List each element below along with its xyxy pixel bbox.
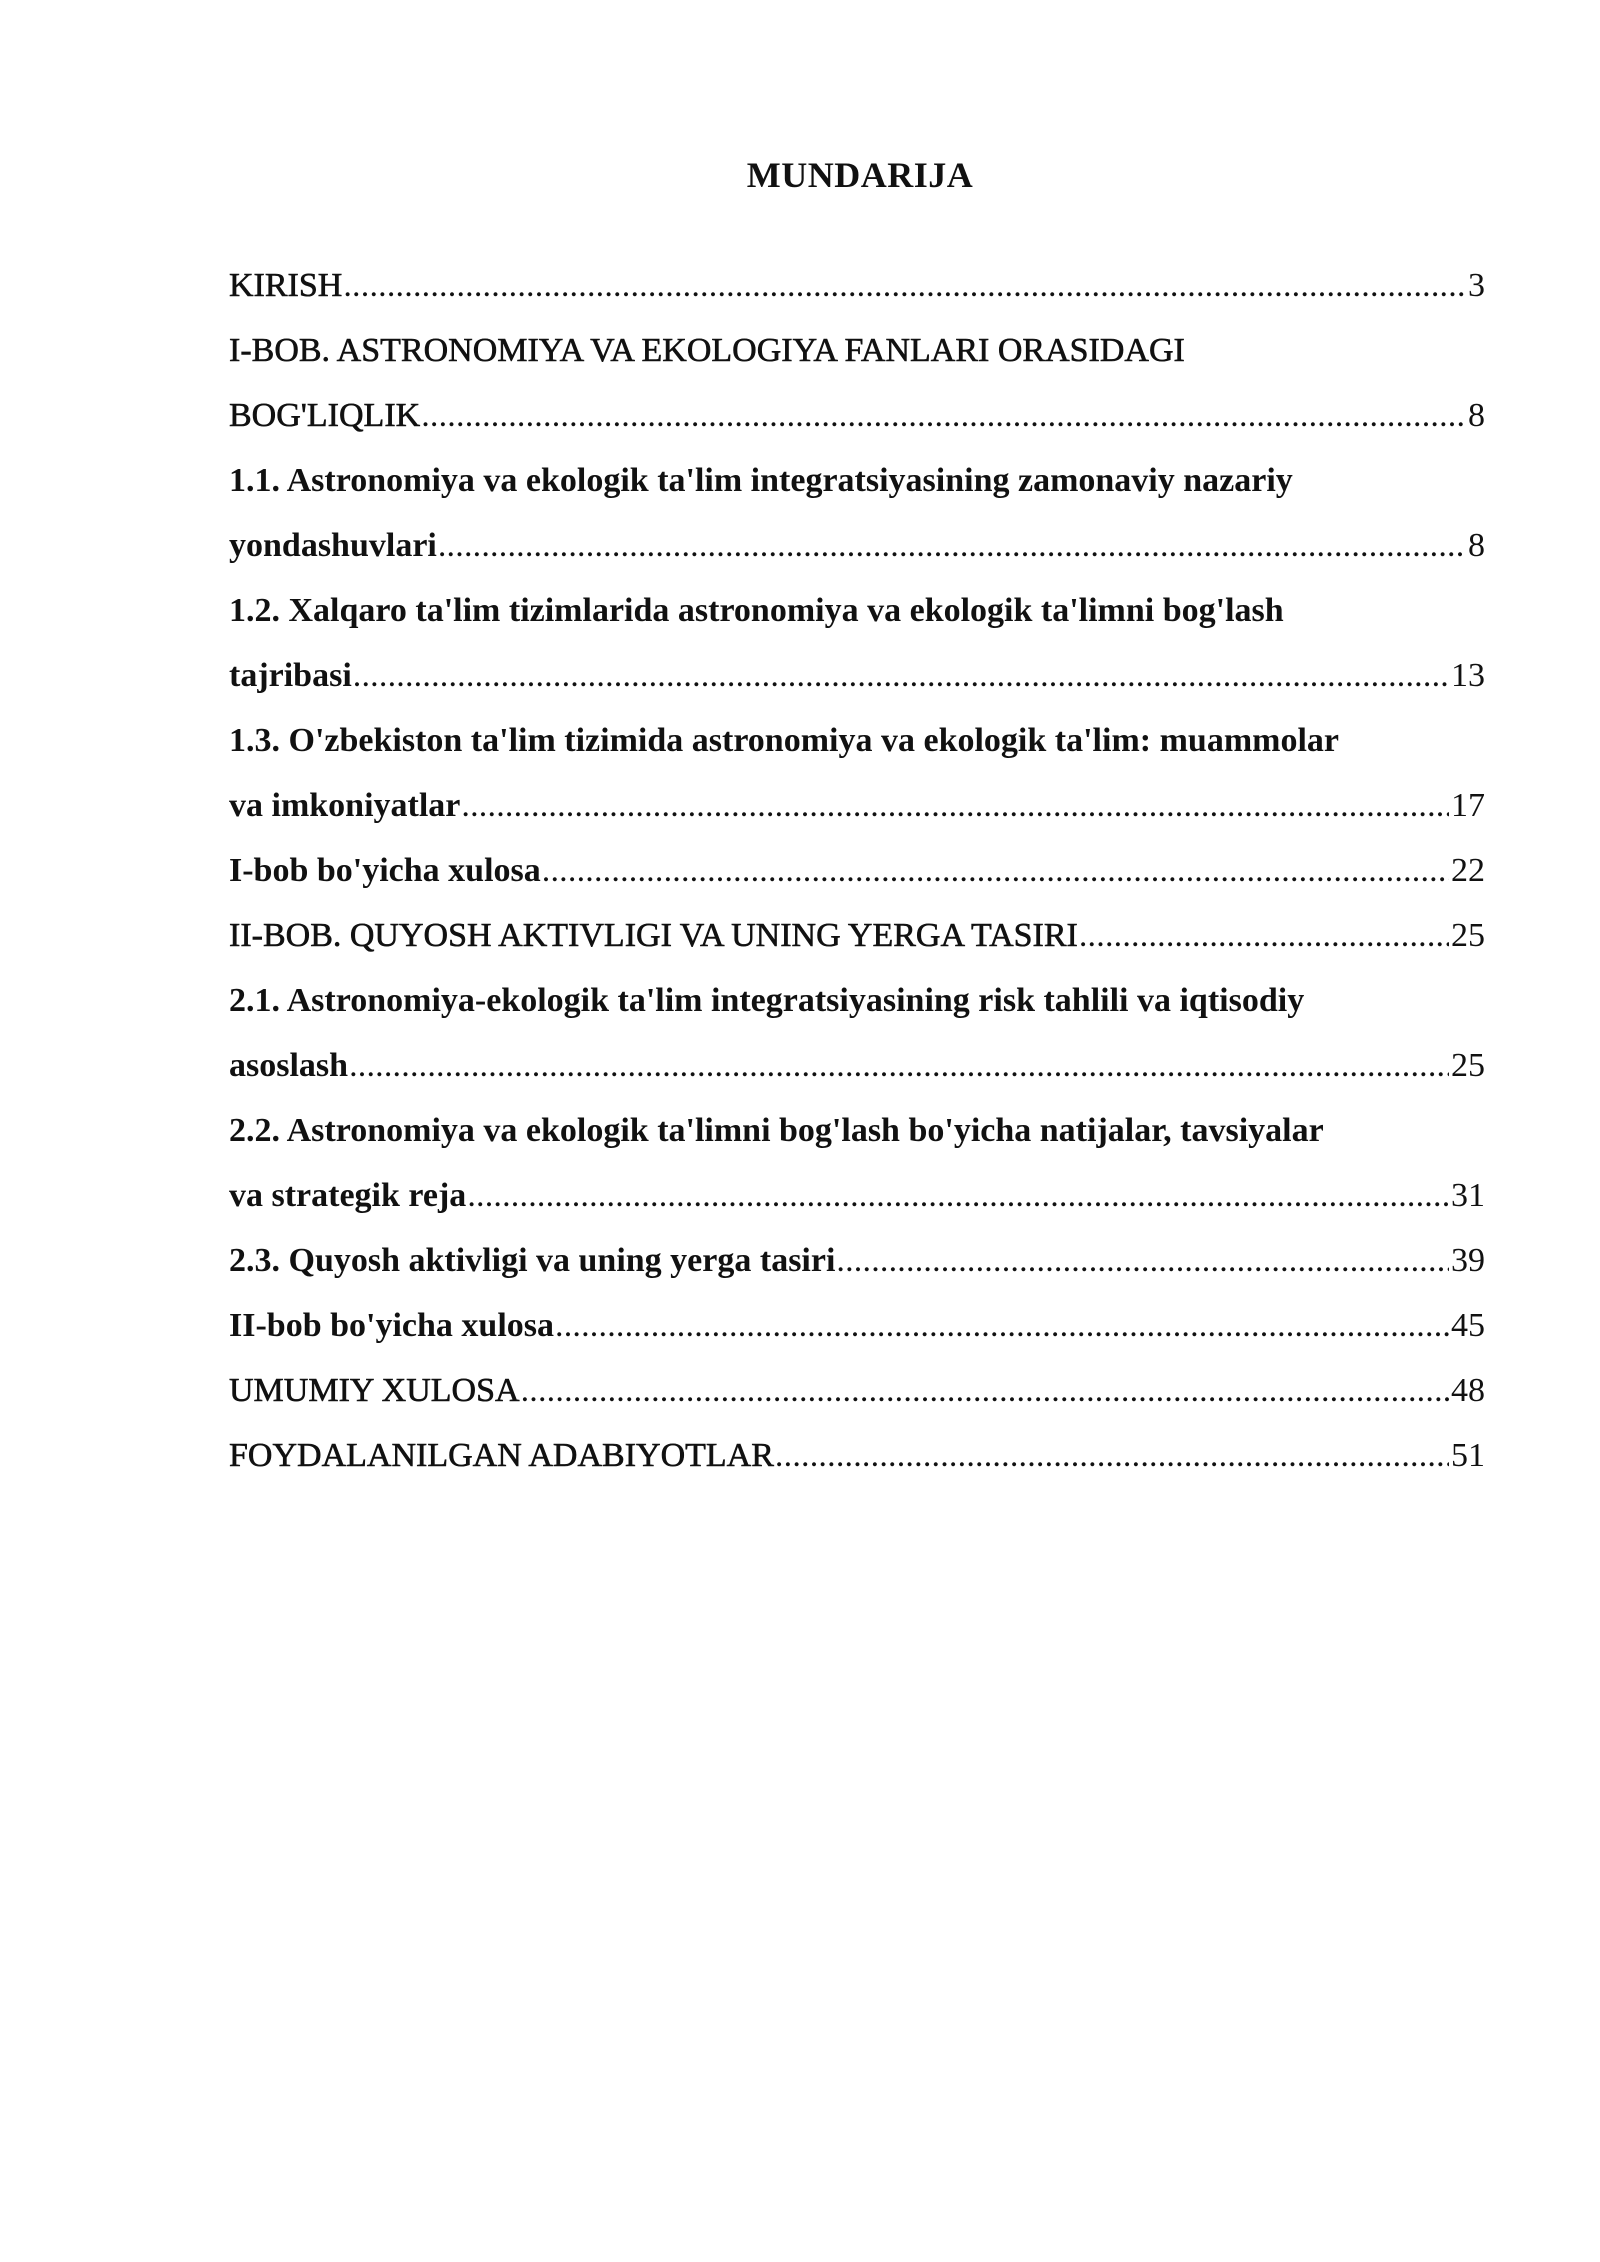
toc-page-number: 13: [1451, 657, 1485, 694]
dot-leader: [438, 513, 1466, 578]
dot-leader: [353, 643, 1449, 708]
toc-entry-text: 2.1. Astronomiya-ekologik ta'lim integratsiyasining risk tahlili va iqtisodiy: [229, 982, 1305, 1019]
toc-page-number: 3: [1468, 267, 1485, 304]
toc-entry[interactable]: [229, 838, 1485, 903]
toc-page-number: 22: [1451, 852, 1485, 889]
toc-entry-text: tajribasi: [229, 657, 352, 694]
toc-entry-text: va strategik reja: [229, 1177, 467, 1214]
toc-entry[interactable]: [229, 1098, 1485, 1228]
toc-page-number: 31: [1451, 1177, 1485, 1214]
toc-page-number: 48: [1451, 1372, 1485, 1409]
dot-leader: [461, 773, 1449, 838]
toc-page-number: 45: [1451, 1307, 1485, 1344]
toc-entry-text: asoslash: [229, 1047, 349, 1084]
toc-entry-text: 2.3. Quyosh aktivligi va uning yerga tasiri: [229, 1242, 836, 1279]
toc-entry-text: FOYDALANILGAN ADABIYOTLAR: [229, 1437, 774, 1474]
toc-entry[interactable]: [229, 1293, 1485, 1358]
toc-entry[interactable]: [229, 708, 1485, 838]
toc-page-number: 25: [1451, 917, 1485, 954]
page-title: MUNDARIJA: [746, 155, 974, 195]
dot-leader: [521, 1358, 1449, 1423]
toc-page-number: 25: [1451, 1047, 1485, 1084]
toc-page-number: 8: [1468, 397, 1485, 434]
dot-leader: [775, 1423, 1449, 1488]
toc-entry[interactable]: [229, 253, 1485, 318]
toc-entry-text: II-BOB. QUYOSH AKTIVLIGI VA UNING YERGA TASIRI: [229, 917, 1078, 954]
dot-leader: [343, 253, 1466, 318]
toc-entry[interactable]: [229, 903, 1485, 968]
toc-entry-text: KIRISH: [229, 267, 343, 304]
table-of-contents: [229, 253, 1485, 1488]
toc-entry[interactable]: [229, 1358, 1485, 1423]
toc-entry-text: 1.1. Astronomiya va ekologik ta'lim integratsiyasining zamonaviy nazariy: [229, 462, 1293, 499]
toc-entry-text: II-bob bo'yicha xulosa: [229, 1307, 554, 1344]
toc-page-number: 17: [1451, 787, 1485, 824]
toc-page-number: 39: [1451, 1242, 1485, 1279]
dot-leader: [542, 838, 1449, 903]
toc-entry[interactable]: [229, 968, 1485, 1098]
toc-entry-text: UMUMIY XULOSA: [229, 1372, 520, 1409]
dot-leader: [836, 1228, 1449, 1293]
toc-entry-text: BOG'LIQLIK: [229, 397, 421, 434]
dot-leader: [1079, 903, 1449, 968]
dot-leader: [555, 1293, 1449, 1358]
toc-entry-text: I-bob bo'yicha xulosa: [229, 852, 541, 889]
toc-entry-text: va imkoniyatlar: [229, 787, 461, 824]
toc-entry-text: I-BOB. ASTRONOMIYA VA EKOLOGIYA FANLARI ORASIDAGI: [229, 332, 1185, 369]
toc-entry[interactable]: [229, 318, 1485, 448]
toc-page-number: 8: [1468, 527, 1485, 564]
dot-leader: [421, 383, 1466, 448]
toc-entry-text: yondashuvlari: [229, 527, 437, 564]
toc-entry[interactable]: [229, 578, 1485, 708]
dot-leader: [467, 1163, 1449, 1228]
toc-entry-text: 2.2. Astronomiya va ekologik ta'limni bog'lash bo'yicha natijalar, tavsiyalar: [229, 1112, 1324, 1149]
dot-leader: [349, 1033, 1449, 1098]
toc-entry[interactable]: [229, 1228, 1485, 1293]
toc-entry[interactable]: [229, 448, 1485, 578]
toc-entry-text: 1.2. Xalqaro ta'lim tizimlarida astronomiya va ekologik ta'limni bog'lash: [229, 592, 1284, 629]
toc-entry-text: 1.3. O'zbekiston ta'lim tizimida astronomiya va ekologik ta'lim: muammolar: [229, 722, 1339, 759]
toc-entry[interactable]: [229, 1423, 1485, 1488]
toc-page-number: 51: [1451, 1437, 1485, 1474]
